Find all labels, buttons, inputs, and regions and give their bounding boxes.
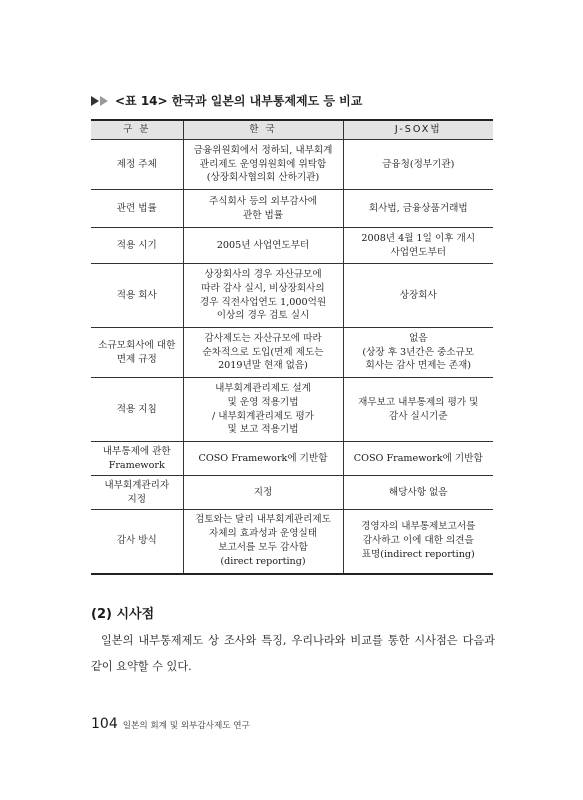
table-caption: [91, 92, 362, 109]
korea-cell: 내부회계관리제도 설계 및 운영 적용기법 / 내부회계관리제도 평가 및 보고 적용기법: [183, 378, 343, 442]
row-label: 소규모회사에 대한 면제 규정: [91, 328, 183, 378]
row-label: 감사 방식: [91, 510, 183, 574]
header-korea: 한 국: [183, 120, 343, 140]
table-row: [91, 190, 493, 228]
table-row: [91, 228, 493, 264]
korea-cell: 지정: [183, 476, 343, 510]
comparison-table: [91, 119, 493, 575]
jsox-cell: 재무보고 내부통제의 평가 및 감사 실시기준: [343, 378, 493, 442]
jsox-cell: 없음 (상장 후 3년간은 중소규모 회사는 감사 면제는 존재): [343, 328, 493, 378]
table-row: [91, 442, 493, 476]
row-label: 내부회계관리자 지정: [91, 476, 183, 510]
jsox-cell: COSO Framework에 기반함: [343, 442, 493, 476]
korea-cell: 상장회사의 경우 자산규모에 따라 감사 실시, 비상장회사의 경우 직전사업연도 1,000억원 이상의 경우 검토 실시: [183, 264, 343, 328]
table-header-row: [91, 120, 493, 140]
body-paragraph: 일본의 내부통제제도 상 조사와 특징, 우리나라와 비교를 통한 시사점은 다음과 같이 요약할 수 있다.: [91, 634, 495, 673]
page-footer: [91, 716, 250, 732]
table-caption-text: <표 14> 한국과 일본의 내부통제제도 등 비교: [115, 94, 363, 108]
jsox-cell: 해당사항 없음: [343, 476, 493, 510]
row-label: 제정 주체: [91, 140, 183, 190]
table-row: [91, 140, 493, 190]
table-row: [91, 510, 493, 574]
jsox-cell: 2008년 4월 1일 이후 개시 사업연도부터: [343, 228, 493, 264]
korea-cell: 감사제도는 자산규모에 따라 순차적으로 도입(면제 제도는 2019년말 현재 없음): [183, 328, 343, 378]
korea-cell: 검토와는 달리 내부회계관리제도 자체의 효과성과 운영실태 보고서를 모두 감사함 (direct reporting): [183, 510, 343, 574]
jsox-cell: 금융청(정부기관): [343, 140, 493, 190]
korea-cell: 2005년 사업연도부터: [183, 228, 343, 264]
row-label: 적용 회사: [91, 264, 183, 328]
korea-cell: 금융위원회에서 정하되, 내부회계 관리제도 운영위원회에 위탁함 (상장회사협의회 산하기관): [183, 140, 343, 190]
jsox-cell: 경영자의 내부통제보고서를 감사하고 이에 대한 의견을 표명(indirect reporting): [343, 510, 493, 574]
book-title: 일본의 회계 및 외부감사제도 연구: [122, 721, 250, 731]
page-number: 104: [91, 716, 118, 732]
section-heading: (2) 시사점: [91, 607, 155, 622]
korea-cell: 주식회사 등의 외부감사에 관한 법률: [183, 190, 343, 228]
table-row: [91, 476, 493, 510]
table-row: [91, 328, 493, 378]
row-label: 적용 지침: [91, 378, 183, 442]
row-label: 내부통제에 관한 Framework: [91, 442, 183, 476]
korea-cell: COSO Framework에 기반함: [183, 442, 343, 476]
header-category: 구 분: [91, 120, 183, 140]
jsox-cell: 상장회사: [343, 264, 493, 328]
table-row: [91, 378, 493, 442]
header-jsox: J-SOX법: [343, 120, 493, 140]
jsox-cell: 회사법, 금융상품거래법: [343, 190, 493, 228]
table-row: [91, 264, 493, 328]
double-arrow-icon: [91, 96, 109, 106]
row-label: 적용 시기: [91, 228, 183, 264]
row-label: 관련 법률: [91, 190, 183, 228]
